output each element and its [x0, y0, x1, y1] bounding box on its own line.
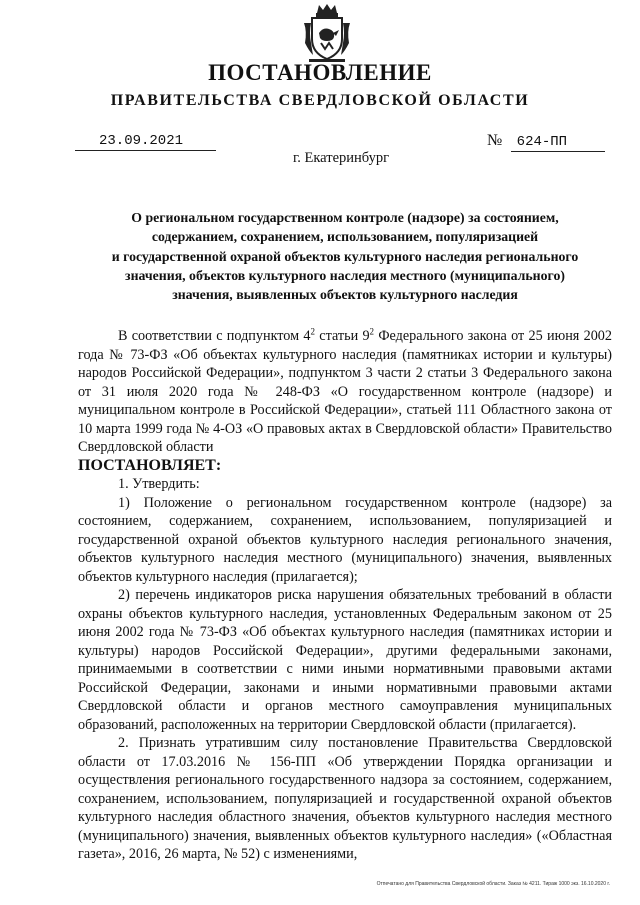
document-number: 624-ПП — [511, 133, 605, 152]
print-footer: Отпечатано для Правительства Свердловской области. Заказ № 4211. Тираж 1000 экз. 16.10.2020 г. — [376, 881, 610, 887]
intro-text-2: статьи 9 — [315, 328, 370, 344]
heading-line: значения, выявленных объектов культурного наследия — [172, 287, 518, 303]
heading-line: О региональном государственном контроле (надзоре) за состоянием, — [131, 210, 559, 225]
decree-word: ПОСТАНОВЛЯЕТ: — [78, 456, 222, 474]
intro-paragraph — [78, 327, 612, 457]
item-2: 2. Признать утратившим силу постановление Правительства Свердловской области от 17.03.2016 № 156-ПП «Об утверждении Порядка организации и осуществления регионального государственного надзора за состоянием, содержанием, сохранением, использованием, популяризацией и государственной охраной объектов культурного наследия областного значения, объектов культурного наследия местного (муниципального) значения, выявленных объектов культурного наследия» («Областная газета», 2016, 26 марта, № 52) с изменениями, — [78, 735, 612, 862]
item-1: 1. Утвердить: — [118, 476, 200, 492]
intro-text-1: В соответствии с подпунктом 4 — [118, 328, 311, 344]
coat-of-arms-icon — [303, 3, 351, 63]
document-date: 23.09.2021 — [75, 132, 216, 151]
document-issuer: ПРАВИТЕЛЬСТВА СВЕРДЛОВСКОЙ ОБЛАСТИ — [110, 92, 530, 109]
item-1-1: 1) Положение о региональном государственном контроле (надзоре) за состоянием, содержанием, сохранением, использованием, популяризацией и государственной охраной объектов культурного наследия регионального значения, объектов культурного наследия местного (муниципального) значения, выявленных объектов культурного наследия (прилагается); — [78, 494, 612, 585]
document-city: г. Екатеринбург — [292, 150, 390, 166]
heading-line: содержанием, сохранением, использованием, популяризацией — [151, 229, 539, 245]
number-sign: № — [487, 132, 503, 149]
intro-sup-1: 2 — [310, 326, 315, 337]
intro-sup-2: 2 — [369, 326, 375, 337]
document-heading — [78, 208, 612, 304]
document-number-block — [487, 132, 607, 152]
intro-text-3: Федерального закона от 25 июня 2002 года № 73-ФЗ «Об объектах культурного наследия (памятниках истории и культуры) народов Российской Федерации», подпунктом 3 части 2 статьи 3 Федерального закона от 31 июля 2020 года № 248-ФЗ «О государственном контроле (надзоре) и муниципальном контроле в Российской Федерации», статьей 111 Областного закона от 10 марта 1999 года № 4-ОЗ «О правовых актах в Свердловской области» Правительство Свердловской области — [78, 328, 612, 455]
item-1-2: 2) перечень индикаторов риска нарушения обязательных требований в области охраны объектов культурного наследия, установленных Федеральным законом от 25 июня 2002 года № 73-ФЗ «Об объектах культурного наследия (памятниках истории и культуры) народов Российской Федерации», другими федеральными законами, принимаемыми в соответствии с ними иными нормативными правовыми актами Российской Федерации, законами и иными нормативными правовыми актами Свердловской области и органов местного самоуправления муниципальных образований, расположенных на территории Свердловской области (прилагается). — [78, 587, 612, 733]
document-body — [78, 327, 612, 864]
heading-line: и государственной охраной объектов культурного наследия регионального — [111, 248, 579, 264]
heading-line: значения, объектов культурного наследия местного (муниципального) — [125, 267, 565, 283]
document-title: ПОСТАНОВЛЕНИЕ — [208, 60, 432, 85]
